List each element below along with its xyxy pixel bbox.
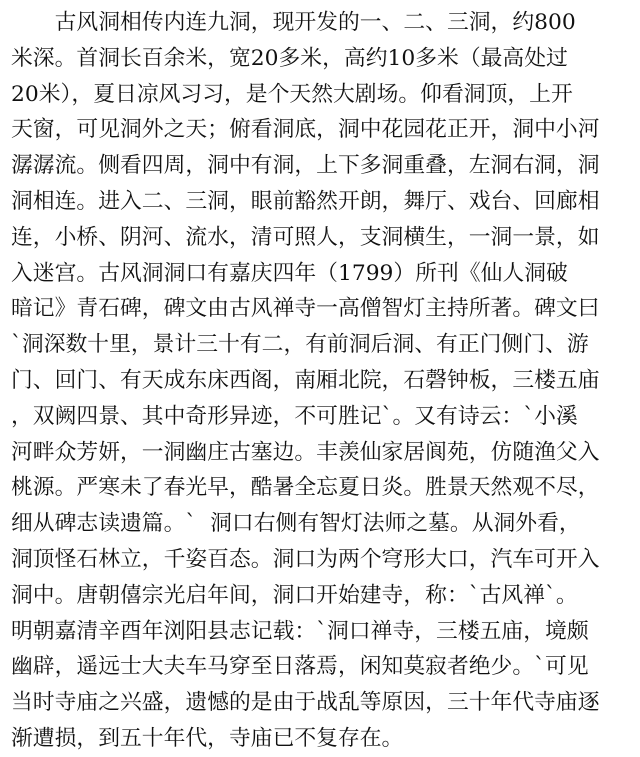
text-line: 潺潺流。侧看四周，洞中有洞，上下多洞重叠，左洞右洞，洞 [11, 153, 600, 179]
text-line: 桃源。严寒未了春光早，酷暑全忘夏日炎。胜景天然观不尽， [11, 475, 600, 501]
text-line: 暗记》青石碑，碑文由古风禅寺一高僧智灯主持所著。碑文曰 [11, 296, 600, 322]
text-line: 当时寺庙之兴盛，遗憾的是由于战乱等原因，三十年代寺庙逐 [11, 690, 600, 716]
text-line: 入迷宫。古风洞洞口有嘉庆四年（1799）所刊《仙人洞破 [11, 260, 568, 286]
text-line: 洞中。唐朝僖宗光启年间，洞口开始建寺，称：`古风禅`。 [11, 582, 578, 608]
text-line: 洞相连。进入二、三洞，眼前豁然开朗，舞厅、戏台、回廊相 [11, 188, 600, 214]
text-line: `洞深数十里，景计三十有二，有前洞后洞、有正门侧门、游 [11, 332, 589, 358]
text-line: ，双阙四景、其中奇形异迹，不可胜记`。又有诗云：`小溪 [11, 403, 578, 429]
text-line: 洞顶怪石林立，千姿百态。洞口为两个穹形大口，汽车可开入 [11, 546, 600, 572]
text-line: 古风洞相传内连九洞，现开发的一、二、三洞，约800 [11, 10, 576, 35]
text-line: 门、回门、有天成东床西阁，南厢北院，石磬钟板，三楼五庙 [11, 367, 600, 393]
text-line: 细从碑志读遗篇。` 洞口右侧有智灯法师之墓。从洞外看， [11, 511, 581, 537]
text-line: 米深。首洞长百余米，宽20多米，高约10多米（最高处过 [11, 45, 568, 71]
article-paragraph [11, 5, 636, 757]
text-line: 天窗，可见洞外之天；俯看洞底，洞中花园花正开，洞中小河 [11, 117, 600, 143]
text-line: 河畔众芳妍，一洞幽庄古塞边。丰羡仙家居阆苑，仿随渔父入 [11, 439, 600, 465]
text-line: 连，小桥、阴河、流水，清可照人，支洞横生，一洞一景，如 [11, 224, 600, 250]
text-line: 明朝嘉清辛酉年浏阳县志记载：`洞口禅寺，三楼五庙，境颇 [11, 618, 589, 644]
text-line: 渐遭损，到五十年代，寺庙已不复存在。 [11, 725, 404, 751]
text-line: 20米），夏日凉风习习，是个天然大剧场。仰看洞顶，上开 [11, 81, 573, 107]
text-line: 幽辟，遥远士大夫车马穿至日落焉，闲知莫寂者绝少。`可见 [11, 654, 589, 680]
